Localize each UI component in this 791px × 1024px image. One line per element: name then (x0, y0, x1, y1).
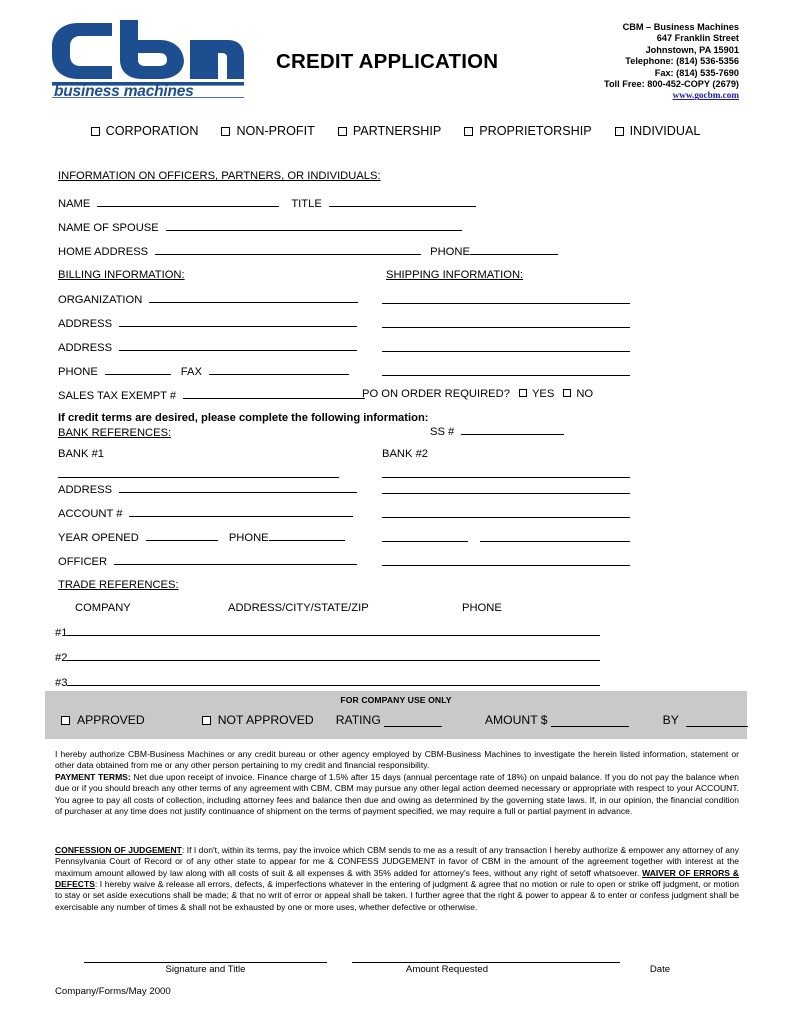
approved-checkbox-group[interactable] (61, 713, 145, 727)
signature-input-line[interactable] (84, 962, 327, 963)
checkbox-icon-approved[interactable] (61, 716, 70, 725)
entity-type-label: CORPORATION (105, 124, 199, 138)
table-row (55, 675, 600, 689)
checkbox-icon[interactable] (338, 127, 347, 136)
checkbox-icon[interactable] (464, 127, 473, 136)
entity-type-label: NON-PROFIT (236, 124, 315, 138)
not-approved-label: NOT APPROVED (217, 713, 314, 727)
billing-phone-input-line[interactable] (105, 364, 171, 375)
shipping-address-1-input-line[interactable] (382, 327, 630, 328)
entity-type-corporation[interactable] (91, 124, 199, 138)
bank-references-heading: BANK REFERENCES: (58, 427, 172, 439)
trade-references-heading: TRADE REFERENCES: (58, 579, 179, 591)
shipping-address-2-input-line[interactable] (382, 351, 630, 352)
page-title: CREDIT APPLICATION (276, 50, 499, 73)
phone-label: PHONE (58, 366, 98, 378)
rating-label: RATING (335, 713, 381, 727)
legal-payment-terms-paragraph (55, 772, 739, 817)
spouse-label: NAME OF SPOUSE (58, 222, 159, 234)
checkbox-icon-not-approved[interactable] (202, 716, 211, 725)
name-label: NAME (58, 198, 91, 210)
trade-row-number: #2 (55, 652, 68, 664)
ss-number-row (430, 424, 564, 438)
trade-row-input-line[interactable] (67, 625, 600, 636)
cbm-logo (42, 20, 247, 98)
company-contact-block (604, 22, 739, 102)
ss-input-line[interactable] (461, 424, 564, 435)
table-row (55, 625, 600, 639)
bank1-address-row (58, 482, 357, 496)
legal-authorization-paragraph (55, 749, 739, 772)
contact-city-state-zip: Johnstown, PA 15901 (645, 44, 739, 55)
phone-label: PHONE (228, 532, 269, 544)
by-label: BY (662, 713, 679, 727)
trade-col-address: ADDRESS/CITY/STATE/ZIP (228, 602, 369, 614)
entity-type-proprietorship[interactable] (464, 124, 591, 138)
title-label: TITLE (291, 198, 322, 210)
bank2-phone-input-line[interactable] (480, 541, 630, 542)
billing-fax-input-line[interactable] (209, 364, 349, 375)
entity-type-individual[interactable] (615, 124, 701, 138)
bank2-officer-input-line[interactable] (382, 565, 630, 566)
account-label: ACCOUNT # (58, 508, 123, 520)
form-id-footer: Company/Forms/May 2000 (55, 986, 171, 997)
officer-label: OFFICER (58, 556, 108, 568)
bank2-account-input-line[interactable] (382, 517, 630, 518)
address-label: ADDRESS (58, 342, 113, 354)
trade-col-company: COMPANY (75, 602, 131, 614)
checkbox-icon[interactable] (91, 127, 100, 136)
page-header (0, 0, 791, 108)
name-input-line[interactable] (97, 196, 279, 207)
approved-label: APPROVED (77, 713, 145, 727)
checkbox-icon-po-yes[interactable] (519, 389, 527, 397)
bank1-officer-row (58, 554, 357, 568)
credit-terms-intro: If credit terms are desired, please complete the following information: (58, 412, 429, 424)
contact-toll-free: Toll Free: 800-452-COPY (2679) (604, 79, 739, 90)
amount-input-line[interactable] (551, 714, 629, 727)
year-opened-label: YEAR OPENED (58, 532, 139, 544)
po-question-label: PO ON ORDER REQUIRED? (362, 388, 510, 400)
waiver-text: : I hereby waive & release all errors, defects, & imperfections whatever in the entering of judgment & agree that no motion or rule to open or strike off judgment, or motion to stay or set aside executions shall be made; & that no writ of error or appeal shall be taken. I further agree that the right & power to appear & to enter or confess judgment shall be exercisable any number of times & shall not be exhausted by one or more uses, whether defective or otherwise. (55, 879, 739, 912)
by-field (663, 713, 748, 727)
authorization-text: I hereby authorize CBM-Business Machines or any credit bureau or other agency employed by CBM-Business Machines to investigate the herein listed information, statement or other data obtained from me or any other person pertaining to my credit and financial responsibility. (55, 749, 739, 771)
title-input-line[interactable] (329, 196, 476, 207)
confession-text: : If I don't, within its terms, pay the invoice which CBM sends to me as a result of any transaction I hereby authorize & empower any attorney of any Pennsylvania Court of Record or of any other state to appear for me & CONFESS JUDGEMENT in favor of CBM in the amount of the agreement together with interest at the maximum amount allowed by law along with all costs of suit & all expenses & with 35% added for attorney's fees, without any right of setoff whatsoever. (55, 845, 739, 878)
bank1-officer-input-line[interactable] (114, 554, 357, 565)
bank2-name-input-line[interactable] (382, 477, 630, 478)
entity-type-partnership[interactable] (338, 124, 441, 138)
entity-type-row (0, 124, 791, 138)
payment-terms-heading: PAYMENT TERMS: (55, 772, 131, 782)
organization-label: ORGANIZATION (58, 294, 143, 306)
bank1-name-input-line[interactable] (58, 477, 339, 478)
trade-row-number: #3 (55, 677, 68, 689)
waiver-heading: WAIVER OF ERRORS & DEFECTS (55, 867, 739, 890)
bank1-phone-input-line[interactable] (269, 530, 345, 541)
home-address-input-line[interactable] (155, 244, 421, 255)
svg-text:business machines: business machines (54, 83, 194, 98)
billing-organization-input-line[interactable] (149, 292, 358, 303)
fax-label: FAX (180, 366, 202, 378)
bank2-address-input-line[interactable] (382, 493, 630, 494)
address-label: ADDRESS (58, 318, 113, 330)
table-row (55, 650, 600, 664)
sales-tax-input-line[interactable] (183, 388, 365, 399)
rating-input-line[interactable] (384, 714, 442, 727)
entity-type-label: INDIVIDUAL (629, 124, 701, 138)
company-website-link[interactable]: www.gocbm.com (672, 90, 739, 101)
spouse-input-line[interactable] (166, 220, 462, 231)
bank1-year-input-line[interactable] (146, 530, 218, 541)
company-use-band (45, 691, 747, 739)
payment-terms-text: Net due upon receipt of invoice. Finance charge of 1.5% after 15 days (annual percentage rate of 18%) on unpaid balance. If you do not pay the balance when due or if you should breach any other terms of any agreement with CBM, CBM may pursue any other legal action deemed necessary or appropriate with respect to your ACCOUNT. You agree to pay all costs of collection, including attorney fees and balance then due and owing as determined by the governing state laws. If, in our opinion, the financial condition of purchaser at any time does not justify continuance of shipment on the terms of payment specified, we may require a full or partial payment in advance. (55, 772, 739, 817)
shipping-organization-input-line[interactable] (382, 303, 630, 304)
signature-label: Signature and Title (165, 964, 246, 975)
trade-row-input-line[interactable] (67, 675, 600, 686)
trade-row-number: #1 (55, 627, 68, 639)
bank1-label: BANK #1 (58, 448, 105, 460)
officer-home-address-row (58, 244, 558, 258)
not-approved-checkbox-group[interactable] (202, 713, 314, 727)
date-label: Date (649, 964, 671, 975)
billing-heading: BILLING INFORMATION: (58, 269, 185, 281)
home-phone-input-line[interactable] (470, 244, 558, 255)
checkbox-icon[interactable] (615, 127, 624, 136)
entity-type-label: PARTNERSHIP (352, 124, 442, 138)
address-label: ADDRESS (58, 484, 113, 496)
shipping-phone-input-line[interactable] (382, 375, 630, 376)
legal-confession-paragraph (55, 845, 739, 913)
contact-company: CBM – Business Machines (622, 22, 739, 32)
contact-fax: Fax: (814) 535-7690 (654, 67, 739, 78)
bank1-account-input-line[interactable] (129, 506, 353, 517)
company-use-fields (61, 713, 748, 727)
po-yes-label: YES (531, 388, 555, 400)
shipping-heading: SHIPPING INFORMATION: (386, 269, 524, 281)
cbm-logo-icon (42, 20, 247, 98)
phone-label: PHONE (430, 246, 470, 258)
home-address-label: HOME ADDRESS (58, 246, 149, 258)
checkbox-icon-po-no[interactable] (563, 389, 571, 397)
contact-street: 647 Franklin Street (656, 33, 739, 44)
sales-tax-exempt-row (58, 388, 365, 402)
entity-type-label: PROPRIETORSHIP (479, 124, 592, 138)
amount-field (485, 713, 629, 727)
confession-heading: CONFESSION OF JUDGEMENT (55, 845, 182, 855)
amount-requested-input-line[interactable] (352, 962, 620, 963)
ss-label: SS # (430, 426, 455, 438)
sales-tax-label: SALES TAX EXEMPT # (58, 390, 177, 402)
entity-type-non-profit[interactable] (221, 124, 314, 138)
bank1-address-input-line[interactable] (119, 482, 357, 493)
bank1-account-row (58, 506, 353, 520)
billing-address-row-1 (58, 316, 357, 330)
company-use-title: FOR COMPANY USE ONLY (340, 695, 452, 705)
officer-name-row (58, 196, 476, 210)
amount-requested-label: Amount Requested (405, 964, 489, 975)
by-input-line[interactable] (686, 714, 748, 727)
bank1-year-phone-row (58, 530, 345, 544)
rating-field (336, 713, 442, 727)
po-no-label: NO (576, 388, 594, 400)
trade-row-input-line[interactable] (67, 650, 600, 661)
bank2-label: BANK #2 (382, 448, 429, 460)
billing-address-1-input-line[interactable] (119, 316, 357, 327)
contact-telephone: Telephone: (814) 536-5356 (625, 56, 739, 67)
bank2-year-input-line[interactable] (382, 541, 468, 542)
po-required-row (362, 388, 593, 400)
amount-label: AMOUNT $ (484, 713, 548, 727)
billing-address-2-input-line[interactable] (119, 340, 357, 351)
trade-col-phone: PHONE (462, 602, 502, 614)
checkbox-icon[interactable] (221, 127, 230, 136)
billing-organization-row (58, 292, 358, 306)
officers-heading: INFORMATION ON OFFICERS, PARTNERS, OR INDIVIDUALS: (58, 170, 381, 182)
billing-phone-fax-row (58, 364, 349, 378)
billing-address-row-2 (58, 340, 357, 354)
officer-spouse-row (58, 220, 462, 234)
